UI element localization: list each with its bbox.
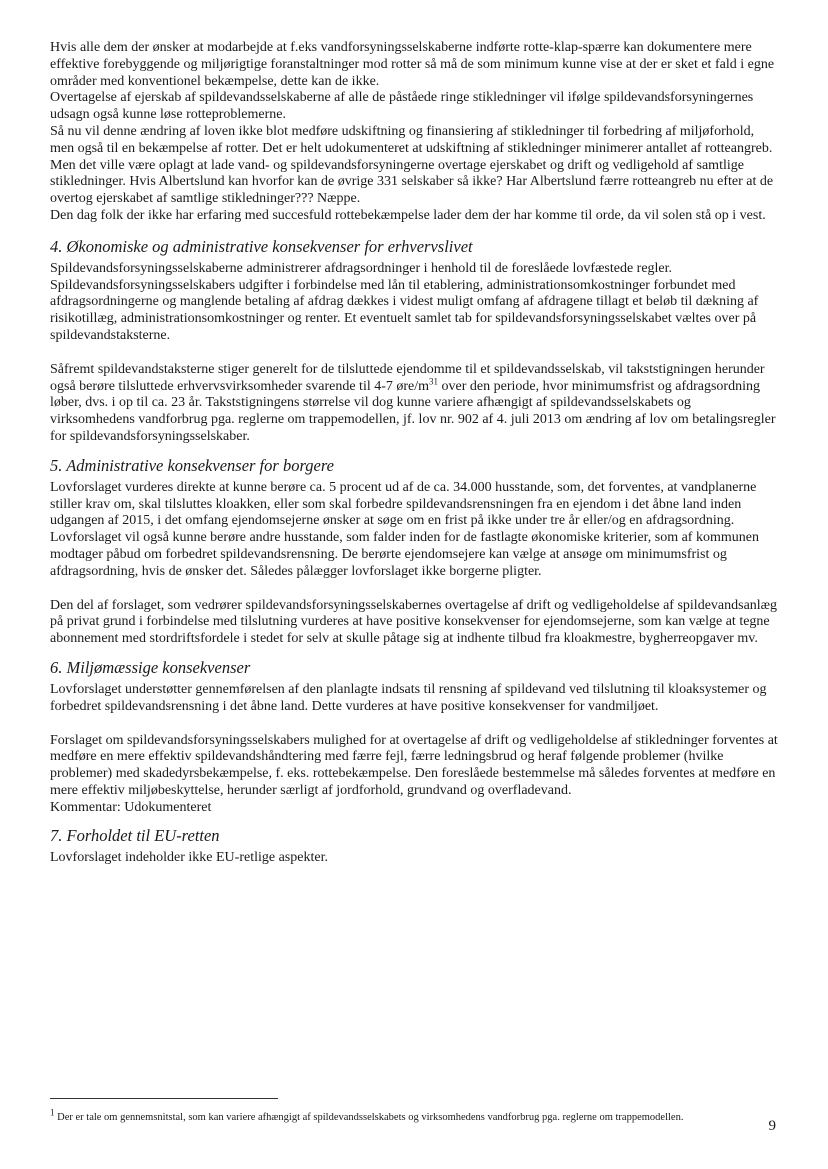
paragraph-gap <box>50 716 778 733</box>
section-4-paragraph-2 <box>50 362 778 446</box>
footnote <box>50 1107 778 1124</box>
footnote-divider <box>50 1098 278 1099</box>
section-6-paragraph-2: Forslaget om spildevandsforsyningsselskabers mulighed for at overtagelse af drift og vedligeholdelse af stikledninger forventes at medføre en mere effektiv spildevandshåndtering med færre fejl, færre ledningsbrud og heraf følgende problemer (hvilke problemer) med skadedyrsbekæmpelse, f. eks. rottebekæmpelse. Den foreslåede bestemmelse må således forventes at medføre en mere effektiv miljøbeskyttelse, herunder særligt af jordforhold, grundvand og overfladevand. <box>50 732 778 798</box>
section-7-heading: 7. Forholdet til EU-retten <box>50 826 220 846</box>
section-5-paragraph-2: Den del af forslaget, som vedrører spildevandsforsyningsselskabernes overtagelse af drift og vedligeholdelse af spildevandsanlæg på privat grund i forbindelse med tilslutning vurderes at have positive konsekvenser for ejendomsejerne, som kan vælge at tegne abonnement med stordriftsfordele i stedet for selv at skulle påtage sig at indhente tilbud fra kloakmestre, bygherreopgaver mv. <box>50 597 778 647</box>
paragraph-gap <box>50 345 778 362</box>
footnote-marker: 1 <box>50 1107 55 1118</box>
section-7-paragraph-1: Lovforslaget indeholder ikke EU-retlige aspekter. <box>50 850 328 866</box>
section-5-heading: 5. Administrative konsekvenser for borgere <box>50 455 334 475</box>
footnote-reference: 31 <box>429 375 439 386</box>
page-number: 9 <box>768 1118 776 1134</box>
section-4-p2-text-b: over den periode, hvor minimumsfrist og afdragsordning løber, dvs. i op til ca. 23 år. Takststigningens størrelse vil dog kunne variere afhængigt af spildevandsselskabets og virksomhedens vandforbrug pga. reglerne om trappemodellen, jf. lov nr. 902 af 4. juli 2013 om ændring af lov om betalingsregler for spildevandsforsyningsselskaber. <box>50 378 776 444</box>
intro-paragraph-4: Men det ville være oplagt at lade vand- og spildevandsforsyningerne overtage ejerskabet og drift og vedligehold af samtlige stikledninger. Hvis Albertslund kan hvorfor kan de øvrige 331 selskaber så ikke? Har Albertslund færre rotteangreb nu efter at de overtog ejerskabet af samtlige stikledninger??? Næppe. <box>50 157 774 207</box>
intro-paragraph-1: Hvis alle dem der ønsker at modarbejde at f.eks vandforsyningsselskaberne indførte rotte-klap-spærre kan dokumentere mere effektive forebyggende og miljørigtige foranstaltninger mod rotter så må de som minimum kunne vise at der er sket et fald i egne områder med konventionel bekæmpelse, dette kan de ikke. <box>50 40 775 89</box>
intro-paragraph-3: Så nu vil denne ændring af loven ikke blot medføre udskiftning og finansiering af stikledninger til forbedring af miljøforhold, men også til en bekæmpelse af rotter. Det er helt udokumenteret at udskiftning af stikledninger minimerer antallet af rotteangreb. <box>50 123 773 156</box>
section-5-paragraph-1: Lovforslaget vurderes direkte at kunne berøre ca. 5 procent ud af de ca. 34.000 husstande, som, det forventes, at vandplanerne stiller krav om, skal tilsluttes kloakken, eller som skal forbedre spildevandsrensningen fra en ejendom i det åbne land inden udgangen af 2015, i det omfang ejendomsejerne ønsker at søge om en frist på ikke under tre år eller/og en afdragsordning. Lovforslaget vil også kunne berøre andre husstande, som falder inden for de fastlagte økonomiske kriterier, som af kommunen modtager påbud om forbedret spildevandsrensning. De berørte ejendomsejere kan vælge at ansøge om minimumsfrist og afdragsordning, hvis de ønsker det. Således pålægger lovforslaget ikke borgerne pligter. <box>50 479 759 579</box>
section-4-heading: 4. Økonomiske og administrative konsekvenser for erhvervslivet <box>50 236 473 256</box>
document-page <box>50 40 778 867</box>
section-6-comment: Kommentar: Udokumenteret <box>50 799 212 815</box>
section-6-heading: 6. Miljømæssige konsekvenser <box>50 657 251 677</box>
section-4-paragraph-1: Spildevandsforsyningsselskaberne administrerer afdragsordninger i henhold til de foreslåede lovfæstede regler. Spildevandsforsyningsselskabers udgifter i forbindelse med lån til etablering, administrationsomkostninger forbundet med afdragsordningerne og manglende betaling af afdrag dækkes i videst muligt omfang af afdragene tillagt et beløb til dækning af risikotillæg, administrationsomkostninger og renter. Et eventuelt samlet tab for spildevandsforsyningsselskabet væltes over på spildevandstaksterne. <box>50 260 759 343</box>
intro-paragraph-2: Overtagelse af ejerskab af spildevandsselskaberne af alle de påståede ringe stikledninger vil ifølge spildevandsforsyningernes udsagn også kunne løse rotteproblemerne. <box>50 90 754 123</box>
footnote-text: Der er tale om gennemsnitstal, som kan variere afhængigt af spildevandsselskabets og virksomhedens vandforbrug pga. reglerne om trappemodellen. <box>54 1112 684 1123</box>
section-4-p2-text-a: Såfremt spildevandstaksterne stiger generelt for de tilsluttede ejendomme til et spildevandsselskab, vil takststigningen herunder også berøre tilsluttede erhvervsvirksomheder svarende til 4-7 øre/m <box>50 361 765 394</box>
paragraph-gap <box>50 581 778 598</box>
section-6-paragraph-1: Lovforslaget understøtter gennemførelsen af den planlagte indsats til rensning af spildevand ved tilslutning til kloaksystemer og forbedret spildevandsrensning i det åbne land. Dette vurderes at have positive konsekvenser for vandmiljøet. <box>50 681 767 714</box>
intro-paragraph-5: Den dag folk der ikke har erfaring med succesfuld rottebekæmpelse lader dem der har komme til orde, da vil solen stå op i vest. <box>50 207 766 223</box>
